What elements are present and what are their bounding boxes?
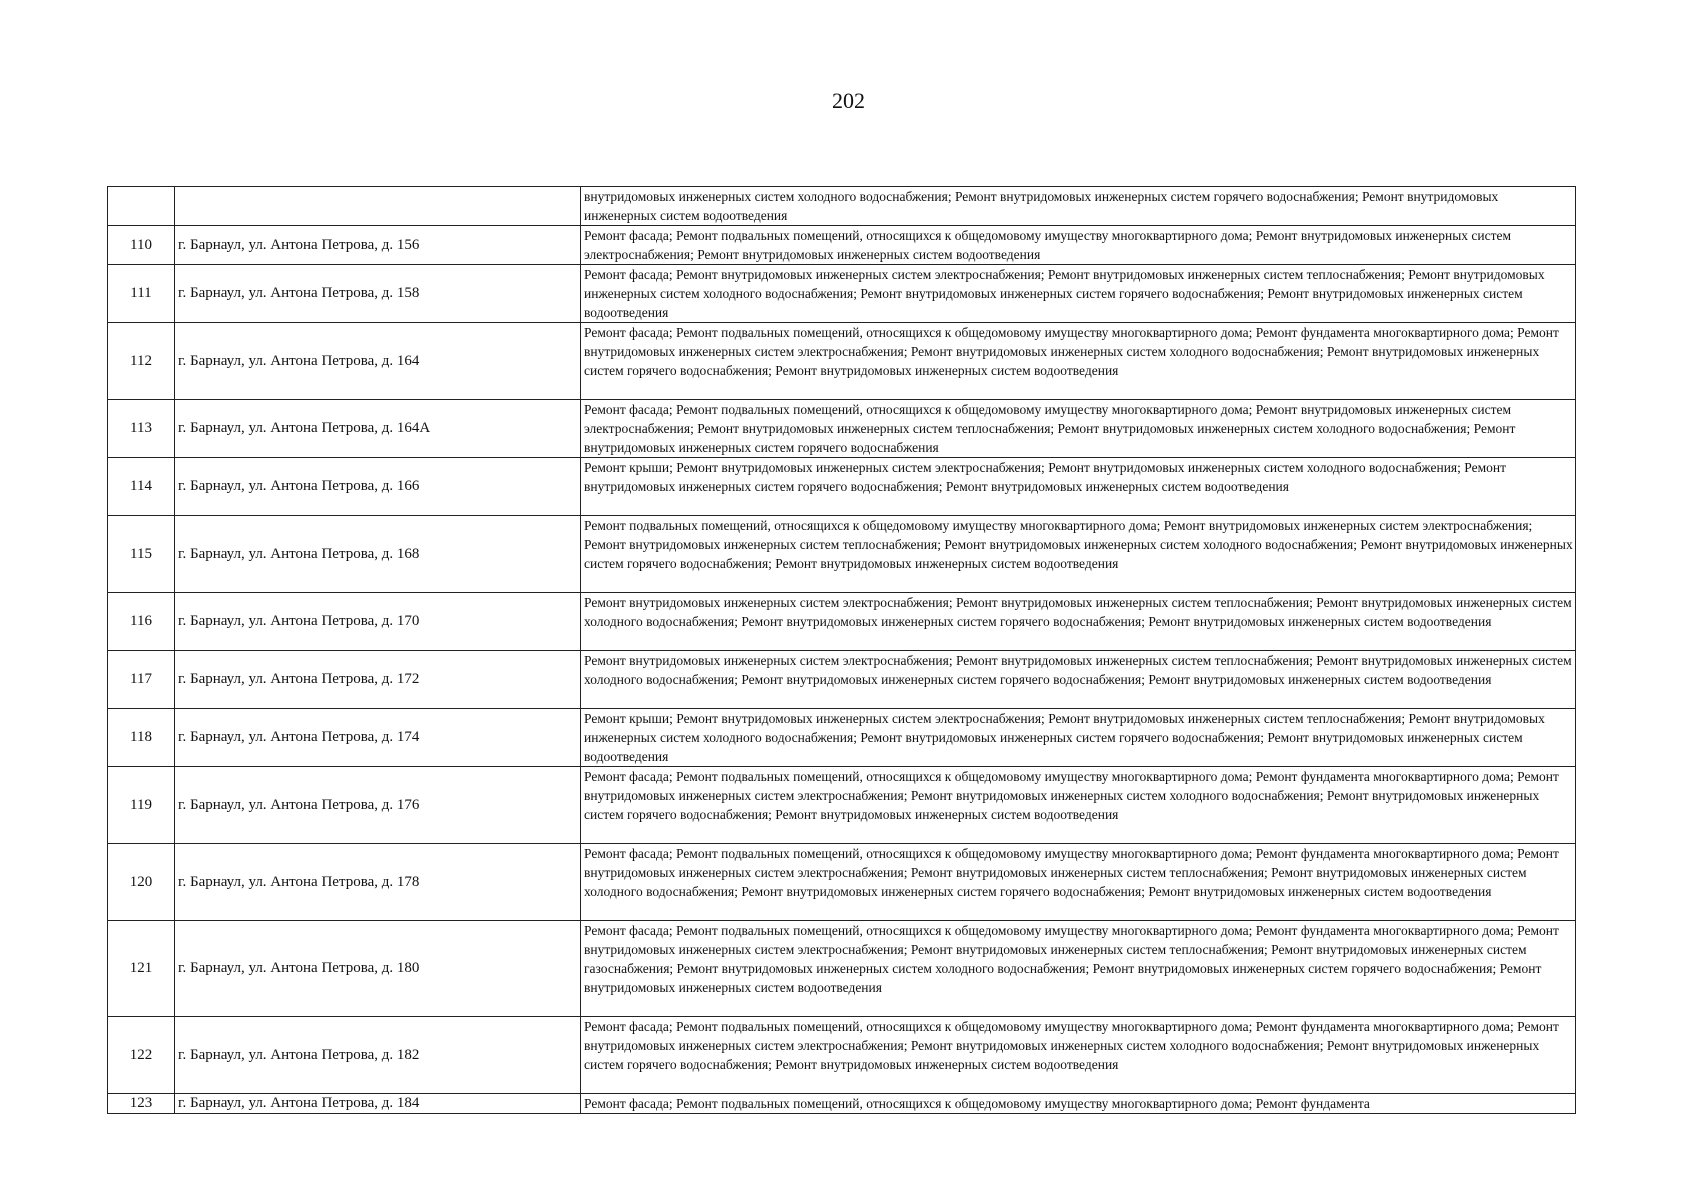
table-row — [108, 226, 1576, 265]
row-address: г. Барнаул, ул. Антона Петрова, д. 164А — [175, 400, 581, 458]
row-works: Ремонт внутридомовых инженерных систем электроснабжения; Ремонт внутридомовых инженерных систем теплоснабжения; Ремонт внутридомовых инженерных систем холодного водоснабжения; Ремонт внутридомовых инженерных систем горячего водоснабжения; Ремонт внутридомовых инженерных систем водоотведения — [581, 593, 1576, 651]
row-number: 116 — [108, 593, 175, 651]
table-row — [108, 400, 1576, 458]
row-works: Ремонт подвальных помещений, относящихся к общедомовому имуществу многоквартирного дома; Ремонт внутридомовых инженерных систем электроснабжения; Ремонт внутридомовых инженерных систем теплоснабжения; Ремонт внутридомовых инженерных систем холодного водоснабжения; Ремонт внутридомовых инженерных систем горячего водоснабжения; Ремонт внутридомовых инженерных систем водоотведения — [581, 516, 1576, 593]
row-works: Ремонт фасада; Ремонт подвальных помещений, относящихся к общедомовому имуществу многоквартирного дома; Ремонт фундамента многоквартирного дома; Ремонт внутридомовых инженерных систем электроснабжения; Ремонт внутридомовых инженерных систем холодного водоснабжения; Ремонт внутридомовых инженерных систем горячего водоснабжения; Ремонт внутридомовых инженерных систем водоотведения — [581, 1017, 1576, 1094]
row-number: 117 — [108, 651, 175, 709]
row-works: Ремонт внутридомовых инженерных систем электроснабжения; Ремонт внутридомовых инженерных систем теплоснабжения; Ремонт внутридомовых инженерных систем холодного водоснабжения; Ремонт внутридомовых инженерных систем горячего водоснабжения; Ремонт внутридомовых инженерных систем водоотведения — [581, 651, 1576, 709]
row-number: 111 — [108, 265, 175, 323]
row-number: 123 — [108, 1094, 175, 1114]
row-number: 110 — [108, 226, 175, 265]
table-row — [108, 709, 1576, 767]
row-number: 122 — [108, 1017, 175, 1094]
row-works: внутридомовых инженерных систем холодного водоснабжения; Ремонт внутридомовых инженерных систем горячего водоснабжения; Ремонт внутридомовых инженерных систем водоотведения — [581, 187, 1576, 226]
row-address: г. Барнаул, ул. Антона Петрова, д. 178 — [175, 844, 581, 921]
row-address: г. Барнаул, ул. Антона Петрова, д. 182 — [175, 1017, 581, 1094]
row-works: Ремонт фасада; Ремонт подвальных помещений, относящихся к общедомовому имуществу многоквартирного дома; Ремонт фундамента многоквартирного дома; Ремонт внутридомовых инженерных систем электроснабжения; Ремонт внутридомовых инженерных систем теплоснабжения; Ремонт внутридомовых инженерных систем газоснабжения; Ремонт внутридомовых инженерных систем холодного водоснабжения; Ремонт внутридомовых инженерных систем горячего водоснабжения; Ремонт внутридомовых инженерных систем водоотведения — [581, 921, 1576, 1017]
row-works: Ремонт крыши; Ремонт внутридомовых инженерных систем электроснабжения; Ремонт внутридомовых инженерных систем теплоснабжения; Ремонт внутридомовых инженерных систем холодного водоснабжения; Ремонт внутридомовых инженерных систем горячего водоснабжения; Ремонт внутридомовых инженерных систем водоотведения — [581, 709, 1576, 767]
table-row — [108, 1094, 1576, 1114]
row-address: г. Барнаул, ул. Антона Петрова, д. 176 — [175, 767, 581, 844]
row-works: Ремонт фасада; Ремонт подвальных помещений, относящихся к общедомовому имуществу многоквартирного дома; Ремонт внутридомовых инженерных систем электроснабжения; Ремонт внутридомовых инженерных систем водоотведения — [581, 226, 1576, 265]
row-number: 114 — [108, 458, 175, 516]
row-address: г. Барнаул, ул. Антона Петрова, д. 164 — [175, 323, 581, 400]
row-works: Ремонт фасада; Ремонт подвальных помещений, относящихся к общедомовому имуществу многоквартирного дома; Ремонт фундамента — [581, 1094, 1576, 1114]
row-number: 115 — [108, 516, 175, 593]
row-address: г. Барнаул, ул. Антона Петрова, д. 170 — [175, 593, 581, 651]
table-row — [108, 844, 1576, 921]
row-address: г. Барнаул, ул. Антона Петрова, д. 158 — [175, 265, 581, 323]
row-number: 113 — [108, 400, 175, 458]
row-address: г. Барнаул, ул. Антона Петрова, д. 168 — [175, 516, 581, 593]
row-address: г. Барнаул, ул. Антона Петрова, д. 172 — [175, 651, 581, 709]
row-number: 118 — [108, 709, 175, 767]
row-address: г. Барнаул, ул. Антона Петрова, д. 184 — [175, 1094, 581, 1114]
row-address: г. Барнаул, ул. Антона Петрова, д. 180 — [175, 921, 581, 1017]
row-number — [108, 187, 175, 226]
row-works: Ремонт фасада; Ремонт подвальных помещений, относящихся к общедомовому имуществу многоквартирного дома; Ремонт фундамента многоквартирного дома; Ремонт внутридомовых инженерных систем электроснабжения; Ремонт внутридомовых инженерных систем теплоснабжения; Ремонт внутридомовых инженерных систем холодного водоснабжения; Ремонт внутридомовых инженерных систем горячего водоснабжения; Ремонт внутридомовых инженерных систем водоотведения — [581, 844, 1576, 921]
table-row — [108, 767, 1576, 844]
table-row — [108, 921, 1576, 1017]
row-address: г. Барнаул, ул. Антона Петрова, д. 166 — [175, 458, 581, 516]
row-address: г. Барнаул, ул. Антона Петрова, д. 156 — [175, 226, 581, 265]
row-number: 120 — [108, 844, 175, 921]
row-works: Ремонт крыши; Ремонт внутридомовых инженерных систем электроснабжения; Ремонт внутридомовых инженерных систем холодного водоснабжения; Ремонт внутридомовых инженерных систем горячего водоснабжения; Ремонт внутридомовых инженерных систем водоотведения — [581, 458, 1576, 516]
table-row — [108, 323, 1576, 400]
table-row — [108, 265, 1576, 323]
row-number: 121 — [108, 921, 175, 1017]
registry-table — [107, 186, 1576, 1114]
page-number: 202 — [832, 88, 865, 113]
row-works: Ремонт фасада; Ремонт внутридомовых инженерных систем электроснабжения; Ремонт внутридомовых инженерных систем теплоснабжения; Ремонт внутридомовых инженерных систем холодного водоснабжения; Ремонт внутридомовых инженерных систем горячего водоснабжения; Ремонт внутридомовых инженерных систем водоотведения — [581, 265, 1576, 323]
row-works: Ремонт фасада; Ремонт подвальных помещений, относящихся к общедомовому имуществу многоквартирного дома; Ремонт фундамента многоквартирного дома; Ремонт внутридомовых инженерных систем электроснабжения; Ремонт внутридомовых инженерных систем холодного водоснабжения; Ремонт внутридомовых инженерных систем горячего водоснабжения; Ремонт внутридомовых инженерных систем водоотведения — [581, 323, 1576, 400]
table-row — [108, 187, 1576, 226]
row-address: г. Барнаул, ул. Антона Петрова, д. 174 — [175, 709, 581, 767]
table-row — [108, 1017, 1576, 1094]
row-number: 119 — [108, 767, 175, 844]
row-works: Ремонт фасада; Ремонт подвальных помещений, относящихся к общедомовому имуществу многоквартирного дома; Ремонт фундамента многоквартирного дома; Ремонт внутридомовых инженерных систем электроснабжения; Ремонт внутридомовых инженерных систем холодного водоснабжения; Ремонт внутридомовых инженерных систем горячего водоснабжения; Ремонт внутридомовых инженерных систем водоотведения — [581, 767, 1576, 844]
row-number: 112 — [108, 323, 175, 400]
table-row — [108, 458, 1576, 516]
table-row — [108, 593, 1576, 651]
table-row — [108, 651, 1576, 709]
row-address — [175, 187, 581, 226]
table-row — [108, 516, 1576, 593]
row-works: Ремонт фасада; Ремонт подвальных помещений, относящихся к общедомовому имуществу многоквартирного дома; Ремонт внутридомовых инженерных систем электроснабжения; Ремонт внутридомовых инженерных систем теплоснабжения; Ремонт внутридомовых инженерных систем холодного водоснабжения; Ремонт внутридомовых инженерных систем горячего водоснабжения — [581, 400, 1576, 458]
